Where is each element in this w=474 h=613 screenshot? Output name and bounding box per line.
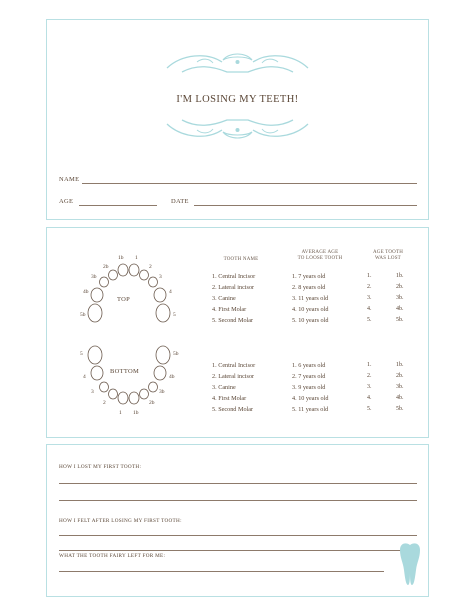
lower-label-2b: 2b — [149, 400, 155, 406]
bottom-jaw-label: BOTTOM — [110, 368, 140, 375]
upper-tooth-5 — [156, 304, 170, 322]
date-label: DATE — [171, 198, 189, 205]
lower-label-5: 5 — [80, 351, 83, 357]
top-flourish-ornament — [47, 50, 428, 80]
lower-tooth-3b — [149, 382, 158, 392]
tooth-name: 4. First Molar — [212, 306, 247, 313]
upper-label-2: 2 — [149, 264, 152, 270]
question-how-lost: HOW I LOST MY FIRST TOOTH: — [59, 464, 142, 470]
age-lost-code: 2b. — [396, 284, 404, 290]
tooth-name: 3. Canine — [212, 295, 236, 302]
answer-how-lost-line-2[interactable] — [59, 500, 417, 501]
average-age: 2. 7 years old — [292, 373, 326, 380]
age-lost-number: 1. — [367, 273, 372, 279]
average-age: 4. 10 years old — [292, 306, 329, 313]
lower-label-1: 1 — [119, 410, 122, 416]
question-how-felt: HOW I FELT AFTER LOSING MY FIRST TOOTH: — [59, 518, 182, 524]
header-panel — [46, 19, 429, 220]
upper-label-5: 5 — [173, 312, 176, 318]
answer-how-lost-line-1[interactable] — [59, 483, 417, 484]
answer-how-felt-line-1[interactable] — [59, 535, 417, 536]
lower-tooth-3 — [100, 382, 109, 392]
age-lost-number: 4. — [367, 395, 372, 401]
age-lost-number: 2. — [367, 373, 372, 379]
lower-label-2: 2 — [103, 400, 106, 406]
average-age: 3. 11 years old — [292, 295, 329, 302]
answer-how-felt-line-2[interactable] — [59, 550, 417, 551]
upper-tooth-2 — [140, 270, 149, 280]
lower-tooth-1 — [118, 392, 128, 404]
age-label: AGE — [59, 198, 74, 205]
age-lost-number: 5. — [367, 406, 372, 412]
lower-tooth-2b — [140, 389, 149, 399]
upper-tooth-4b — [91, 288, 103, 302]
tooth-name: 2. Lateral incisor — [212, 284, 255, 291]
upper-label-4: 4 — [169, 289, 172, 295]
average-age: 1. 7 years old — [292, 273, 326, 280]
name-label: NAME — [59, 176, 80, 183]
answer-tooth-fairy-line[interactable] — [59, 571, 384, 572]
upper-jaw — [88, 264, 170, 322]
average-age: 4. 10 years old — [292, 395, 329, 402]
lower-label-4: 4 — [83, 374, 86, 380]
lower-tooth-5 — [88, 346, 102, 364]
tooth-chart-panel — [46, 227, 429, 438]
age-lost-number: 3. — [367, 384, 372, 390]
lower-label-1b: 1b — [133, 410, 139, 416]
upper-label-3: 3 — [159, 274, 162, 280]
upper-tooth-1b — [118, 264, 128, 276]
upper-label-1b: 1b — [118, 255, 124, 261]
upper-label-2b: 2b — [103, 264, 109, 270]
age-lost-number: 4. — [367, 306, 372, 312]
tooth-name: 4. First Molar — [212, 395, 247, 402]
upper-label-5b: 5b — [80, 312, 86, 318]
age-lost-code: 4b. — [396, 306, 404, 312]
lower-tooth-5b — [156, 346, 170, 364]
age-lost-code: 5b. — [396, 406, 404, 412]
age-lost-number: 5. — [367, 317, 372, 323]
age-lost-number: 1. — [367, 362, 372, 368]
average-age: 2. 8 years old — [292, 284, 326, 291]
age-lost-code: 1b. — [396, 273, 404, 279]
tooth-icon — [398, 542, 422, 586]
age-lost-code: 4b. — [396, 395, 404, 401]
average-age: 5. 11 years old — [292, 406, 329, 413]
upper-tooth-3 — [149, 277, 158, 287]
age-field[interactable] — [79, 205, 157, 206]
date-field[interactable] — [194, 205, 417, 206]
lower-label-5b: 5b — [173, 351, 179, 357]
lower-tooth-2 — [109, 389, 118, 399]
bottom-flourish-ornament — [47, 112, 428, 142]
upper-tooth-2b — [109, 270, 118, 280]
tooth-name: 5. Second Molar — [212, 317, 254, 324]
upper-tooth-4 — [154, 288, 166, 302]
name-field[interactable] — [82, 183, 417, 184]
age-lost-code: 3b. — [396, 295, 404, 301]
upper-label-4b: 4b — [83, 289, 89, 295]
lower-label-3: 3 — [91, 389, 94, 395]
lower-label-4b: 4b — [169, 374, 175, 380]
tooth-number-labels — [80, 255, 179, 416]
tooth-name: 5. Second Molar — [212, 406, 254, 413]
lower-tooth-1b — [129, 392, 139, 404]
tooth-name: 3. Canine — [212, 384, 236, 391]
average-age: 5. 10 years old — [292, 317, 329, 324]
age-lost-code: 3b. — [396, 384, 404, 390]
upper-label-1: 1 — [135, 255, 138, 261]
upper-tooth-3b — [100, 277, 109, 287]
lower-label-3b: 3b — [159, 389, 165, 395]
tooth-name: 1. Central Incisor — [212, 362, 256, 369]
age-lost-number: 2. — [367, 284, 372, 290]
header-tooth-name: TOOTH NAME — [223, 257, 259, 262]
tooth-name: 1. Central Incisor — [212, 273, 256, 280]
questions-panel — [46, 444, 429, 597]
upper-label-3b: 3b — [91, 274, 97, 280]
tooth-diagram — [61, 248, 201, 428]
top-jaw-label: TOP — [117, 296, 131, 303]
average-age: 3. 9 years old — [292, 384, 326, 391]
lower-jaw — [88, 346, 170, 404]
header-age-lost: AGE TOOTH WAS LOST — [372, 250, 404, 261]
age-lost-number: 3. — [367, 295, 372, 301]
upper-tooth-5b — [88, 304, 102, 322]
question-tooth-fairy: WHAT THE TOOTH FAIRY LEFT FOR ME: — [59, 553, 166, 559]
average-age: 1. 6 years old — [292, 362, 326, 369]
lower-tooth-4b — [154, 366, 166, 380]
upper-tooth-1 — [129, 264, 139, 276]
lower-tooth-4 — [91, 366, 103, 380]
header-average-age: AVERAGE AGE TO LOOSE TOOTH — [297, 250, 343, 261]
age-lost-code: 2b. — [396, 373, 404, 379]
age-lost-code: 5b. — [396, 317, 404, 323]
age-lost-code: 1b. — [396, 362, 404, 368]
page-title: I'M LOSING MY TEETH! — [176, 94, 299, 105]
tooth-name: 2. Lateral incisor — [212, 373, 255, 380]
